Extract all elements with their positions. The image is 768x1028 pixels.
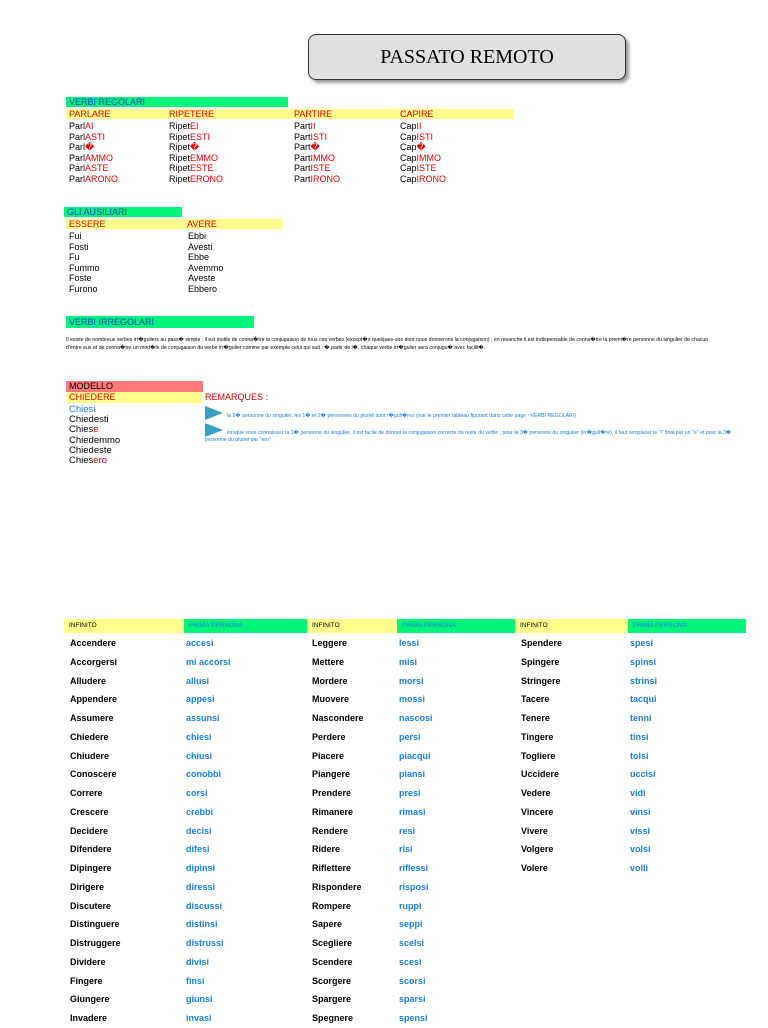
conjugation-row [69,121,118,132]
infinito-cell: Nascondere [312,713,364,723]
col-infinito-3: INFINITO [515,619,628,633]
infinito-cell: Tingere [521,731,554,742]
conjugation-row [294,174,340,185]
ending: ero [93,455,108,467]
regolari-header: VERBI REGOLARI [66,97,288,107]
ending: II [416,121,422,131]
infinito-cell: Decidere [70,825,109,836]
arrow-right-icon [205,406,223,420]
infinito-list-3 [521,634,562,878]
regolari-col [69,121,118,185]
infinito-cell: Assumere [70,713,114,723]
infinito-cell: Tenere [521,713,550,723]
prima-persona-cell: corsi [186,788,208,798]
prima-persona-cell: misi [399,656,418,667]
conjugation-row [69,174,118,185]
conjugation-row [400,132,446,143]
infinito-cell: Scorgere [312,975,352,986]
prima-persona-cell: difesi [186,844,210,855]
prima-persona-cell: spensi [399,1013,428,1023]
ending: II [310,121,316,131]
infinito-cell: Uccidere [521,769,560,780]
stem: Part [294,142,311,153]
stem: Cap [400,152,417,163]
prima-persona-cell: seppi [399,919,423,930]
infinito-cell: Discutere [70,900,112,911]
infinito-cell: Distinguere [70,919,120,930]
infinito-cell: Dirigere [70,881,105,892]
infinito-cell: Crescere [70,806,109,817]
col-infinito-1: INFINITO [64,619,184,633]
essere-form: Fu [69,252,80,263]
stem: Part [294,173,311,184]
prima-persona-cell: volli [630,863,649,873]
stem: Chies [69,455,94,467]
stem: Parl [69,142,86,153]
stem: Cap [400,173,417,184]
stem: Chiesi [69,404,96,415]
prima-persona-cell: accesi [186,638,214,648]
prima-persona-cell: spesi [630,638,654,648]
prima-persona-cell: lessi [399,638,420,648]
conjugation-row [400,174,446,185]
prima-persona-cell: discussi [186,900,223,911]
infinito-cell: Dividere [70,956,106,967]
ending: ISTI [416,131,434,142]
prima-persona-cell: sparsi [399,994,426,1005]
infinito-cell: Riflettere [312,863,352,873]
essere-header: ESSERE [66,219,184,229]
prima-persona-cell: piacqui [399,750,431,761]
prima-persona-cell: giunsi [186,994,213,1005]
infinito-cell: Rompere [312,900,352,911]
essere-form: Fui [69,231,82,241]
ending: AI [85,121,94,131]
avere-form: Ebbero [188,283,218,294]
modello-forms [69,405,120,466]
conjugation-row [169,142,223,153]
avere-form: Ebbe [188,252,210,263]
infinito-cell: Vivere [521,825,548,836]
prima-persona-cell: divisi [186,956,210,967]
stem: Ripet [169,152,191,163]
avere-form: Aveste [188,273,216,284]
ending: ISTE [416,163,437,174]
prima-persona-cell: invasi [186,1013,212,1023]
stem: Parl [69,173,86,184]
ending: IMMO [310,152,336,163]
prima-persona-cell: assunsi [186,713,220,723]
prima-persona-cell: scesi [399,956,422,967]
infinito-cell: Prendere [312,788,352,798]
infinito-cell: Fingere [70,975,103,986]
ending: ASTE [85,163,109,174]
prima-persona-cell: tolsi [630,750,649,761]
infinito-cell: Leggere [312,638,348,648]
ending: ARONO [85,173,119,184]
ending: e [93,424,99,436]
infinito-cell: Appendere [70,694,118,705]
stem: Ripet [169,142,191,153]
modello-header: MODELLO [66,381,203,392]
conjugation-row [69,163,118,174]
infinito-cell: Invadere [70,1013,108,1023]
prima-persona-cell: presi [399,788,421,798]
regolari-col [294,121,340,185]
conjugation-row [400,153,446,164]
prima-persona-cell: decisi [186,825,212,836]
stem: Parl [69,121,86,131]
conjugation-row [169,174,223,185]
infinito-cell: Mordere [312,675,348,686]
conjugation-row [294,132,340,143]
infinito-cell: Rispondere [312,881,362,892]
col-prima-2: PRIMA PERSONA [397,619,515,633]
infinito-cell: Perdere [312,731,346,742]
ending: EI [190,121,199,131]
stem: Parl [69,163,86,174]
stem: Chies [69,424,94,436]
conjugation-row [294,153,340,164]
avere-form: Avesti [188,241,213,252]
essere-form: Fummo [69,262,100,273]
prima-persona-cell: scorsi [399,975,426,986]
infinito-cell: Giungere [70,994,110,1005]
stem: Ripet [169,131,191,142]
prima-persona-cell: appesi [186,694,215,705]
prima-persona-cell: tacqui [630,694,657,705]
prima-persona-cell: allusi [186,675,210,686]
prima-persona-cell: distrussi [186,938,224,948]
stem: Parl [69,131,86,142]
remarque-1: la 2� personne du singulier, les 1� et 2� personnes du pluriel sont r�guli�res (voir le premier tableau figurant dans cette page : VERBI REGOLARI) [227,413,576,419]
infinito-cell: Stringere [521,675,561,686]
prima-persona-cell: vinsi [630,806,651,817]
infinito-cell: Difendere [70,844,112,855]
stem: Cap [400,121,417,131]
prima-persona-cell: riflessi [399,863,429,873]
prima-persona-cell: finsi [186,975,205,986]
infinito-list-1 [70,634,121,1028]
stem: Part [294,152,311,163]
prima-persona-cell: resi [399,825,416,836]
infinito-cell: Correre [70,788,103,798]
infinito-cell: Sapere [312,919,343,930]
regolari-head-strip [66,109,514,119]
ending: ISTE [310,163,331,174]
prima-persona-cell: vissi [630,825,651,836]
col-infinito-2: INFINITO [307,619,397,633]
prima-persona-cell: distinsi [186,919,218,930]
prima-persona-cell: crebbi [186,806,214,817]
prima-persona-cell: piansi [399,769,426,780]
prima-persona-cell: uccisi [630,769,656,780]
ending: � [310,142,320,153]
avere-header: AVERE [184,219,283,229]
ending: EMMO [190,152,219,163]
conjugation-row [169,153,223,164]
regolari-col-head: PARTIRE [294,109,333,119]
prima-persona-cell: nascosi [399,713,433,723]
prima-persona-cell: volsi [630,844,651,855]
infinito-cell: Accendere [70,638,117,648]
infinito-cell: Scendere [312,956,353,967]
prima-persona-cell: chiesi [186,731,212,742]
infinito-cell: Vincere [521,806,554,817]
prima-persona-cell: morsi [399,675,424,686]
prima-persona-cell: conobbi [186,769,221,780]
infinito-cell: Ridere [312,844,341,855]
infinito-cell: Rimanere [312,806,354,817]
conjugation-row [400,121,446,132]
irregolari-paragraph: Il existe de nombreux verbes irr�guliers au pass� simple ; il est inutile de conna�tre la conjugaison de tous ces verbes (except�s quelques-uns dont nous donnerons la conjugaison) ; en revanche il est indispensable de conna�tre la premi�re personne du singulier de chacun d'entre eux et de conna�tre un mod�le de conjugaison du verbe irr�gulier comme par exemple celui qui suit : � partir de l�, chaque verbe irr�gulier sera conjugu� avec facilit�. [66,337,709,351]
prima-persona-cell: tenni [630,713,652,723]
infinito-cell: Volgere [521,844,554,855]
essere-list [69,231,100,295]
prima-list-1 [186,634,231,1028]
infinito-cell: Chiedere [70,731,109,742]
prima-persona-cell: risposi [399,881,429,892]
stem: Part [294,163,311,174]
infinito-cell: Muovere [312,694,350,705]
essere-form: Furono [69,283,98,294]
remarques-title: REMARQUES : [205,392,269,402]
infinito-cell: Dipingere [70,863,112,873]
conjugation-row [294,142,340,153]
remarque-2: lorsque vous connaissez la 1� personne du singulier, il est facile de donner la conjugaison correcte du reste du verbe ; pour la 3� personne du singulier (irr�guli�re), il faut remplacer le "i" final par un "e" et pour la 3� personne du pluriel par "ero" [205,430,732,444]
ending: � [416,142,426,153]
infinito-cell: Togliere [521,750,556,761]
infinito-cell: Distruggere [70,938,121,948]
avere-form: Avemmo [188,262,224,273]
page-title: PASSATO REMOTO [308,34,626,80]
regolari-col-head: PARLARE [69,109,111,119]
ending: � [190,142,200,153]
regolari-col [400,121,446,185]
stem: Ripet [169,173,191,184]
ending: AMMO [85,152,114,163]
conjugation-row [294,121,340,132]
stem: Chiedemmo [69,434,121,446]
conjugation-row [169,163,223,174]
regolari-col-head: CAPIRE [400,109,434,119]
prima-persona-cell: strinsi [630,675,658,686]
prima-persona-cell: mossi [399,694,426,705]
conjugation-row [294,163,340,174]
prima-persona-cell: spinsi [630,656,657,667]
ending: IRONO [416,173,447,184]
ending: � [85,142,95,153]
stem: Ripet [169,121,191,131]
conjugation-row [169,121,223,132]
stem: Part [294,121,311,131]
stem: Part [294,131,311,142]
prima-persona-cell: chiusi [186,750,213,761]
infinito-cell: Tacere [521,694,550,705]
ending: ASTI [85,131,106,142]
avere-list [188,231,223,295]
infinito-cell: Scegliere [312,938,353,948]
prima-persona-cell: diressi [186,881,216,892]
col-prima-3: PRIMA PERSONA [628,619,746,633]
stem: Ripet [169,163,191,174]
infinito-cell: Vedere [521,788,551,798]
stem: Cap [400,163,417,174]
ending: IMMO [416,152,442,163]
conjugation-row [69,142,118,153]
stem: Chiedesti [69,414,109,426]
stem: Cap [400,131,417,142]
infinito-cell: Mettere [312,656,345,667]
regolari-col [169,121,223,185]
ending: ISTI [310,131,328,142]
infinito-cell: Spegnere [312,1013,354,1023]
infinito-cell: Chiudere [70,750,110,761]
ending: IRONO [310,173,341,184]
stem: Chiedeste [69,444,112,456]
prima-persona-cell: persi [399,731,421,742]
infinito-cell: Spargere [312,994,352,1005]
modello-form [69,456,120,466]
infinito-cell: Piangere [312,769,351,780]
ausiliari-header: GLI AUSILIARI [64,207,182,217]
conjugation-row [69,132,118,143]
infinito-cell: Alludere [70,675,107,686]
infinito-cell: Piacere [312,750,345,761]
conjugation-row [400,163,446,174]
infinito-cell: Rendere [312,825,349,836]
infinito-cell: Accorgersi [70,656,118,667]
prima-persona-cell: scelsi [399,938,425,948]
infinito-cell: Volere [521,863,548,873]
prima-persona-cell: risi [399,844,413,855]
ending: ERONO [190,173,224,184]
stem: Parl [69,152,86,163]
stem: Cap [400,142,417,153]
conjugation-row [400,142,446,153]
modello-verb: CHIEDERE [66,392,202,403]
regolari-col-head: RIPETERE [169,109,215,119]
ending: ESTE [190,163,214,174]
infinito-cell: Spendere [521,638,563,648]
avere-form: Ebbi [188,231,207,241]
prima-list-3 [630,634,657,878]
prima-persona-cell: dipinsi [186,863,215,873]
infinito-cell: Conoscere [70,769,117,780]
conjugation-row [169,132,223,143]
prima-persona-cell: ruppi [399,900,422,911]
infinito-cell: Spingere [521,656,560,667]
ending: ESTI [190,131,211,142]
prima-persona-cell: rimasi [399,806,426,817]
prima-persona-cell: mi accorsi [186,656,231,667]
col-prima-1: PRIMA PERSONA [184,619,307,633]
essere-form: Fosti [69,241,89,252]
prima-persona-cell: tinsi [630,731,649,742]
essere-form: Foste [69,273,92,284]
prima-list-2 [399,634,433,1028]
infinito-list-2 [312,634,364,1028]
prima-persona-cell: vidi [630,788,646,798]
conjugation-row [69,153,118,164]
irregolari-header: VERBI IRREGOLARI [66,316,254,328]
